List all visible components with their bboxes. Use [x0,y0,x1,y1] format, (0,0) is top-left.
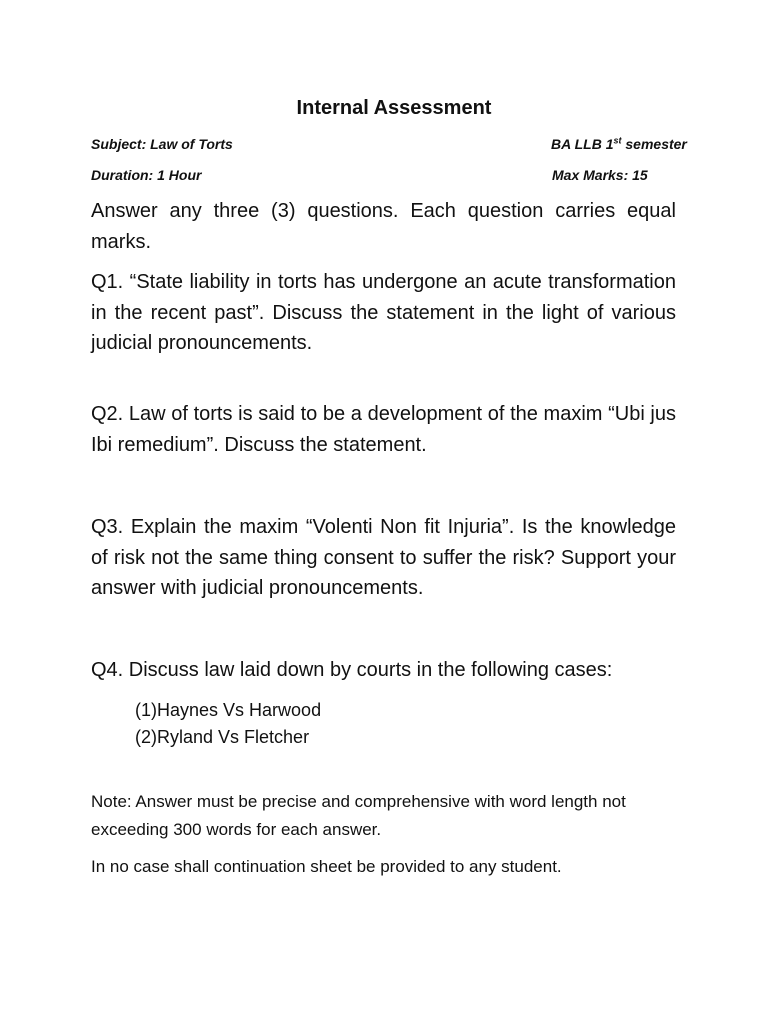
final-note-text: In no case shall continuation sheet be provided to any student. [91,857,562,876]
case-item: (1)Haynes Vs Harwood [135,700,322,720]
note-text: Note: Answer must be precise and comprehensive with word length not exceeding 300 words for each answer. [91,792,626,839]
duration-label: Duration: 1 Hour [91,167,202,183]
case-item: (2)Ryland Vs Fletcher [135,727,310,747]
subject-label: Subject: Law of Torts [91,136,233,152]
class-label [551,134,687,154]
class-suffix: semester [621,136,687,152]
question-2: Q2. Law of torts is said to be a development of the maxim “Ubi jus Ibi remedium”. Discuss the statement. [91,403,676,456]
question-1: Q1. “State liability in torts has undergone an acute transformation in the recent past”. Discuss the statement in the light of various judicial pronouncements. [91,271,676,354]
class-superscript: st [613,135,622,146]
class-prefix: BA LLB 1 [551,136,614,152]
question-4: Q4. Discuss law laid down by courts in the following cases: [91,659,613,681]
max-marks-label: Max Marks: 15 [552,167,648,183]
question-3: Q3. Explain the maxim “Volenti Non fit Injuria”. Is the knowledge of risk not the same thing consent to suffer the risk? Support your answer with judicial pronouncements. [91,516,676,599]
document-title: Internal Assessment [296,97,492,119]
case-list [135,697,321,751]
instructions-text: Answer any three (3) questions. Each question carries equal marks. [91,200,676,253]
